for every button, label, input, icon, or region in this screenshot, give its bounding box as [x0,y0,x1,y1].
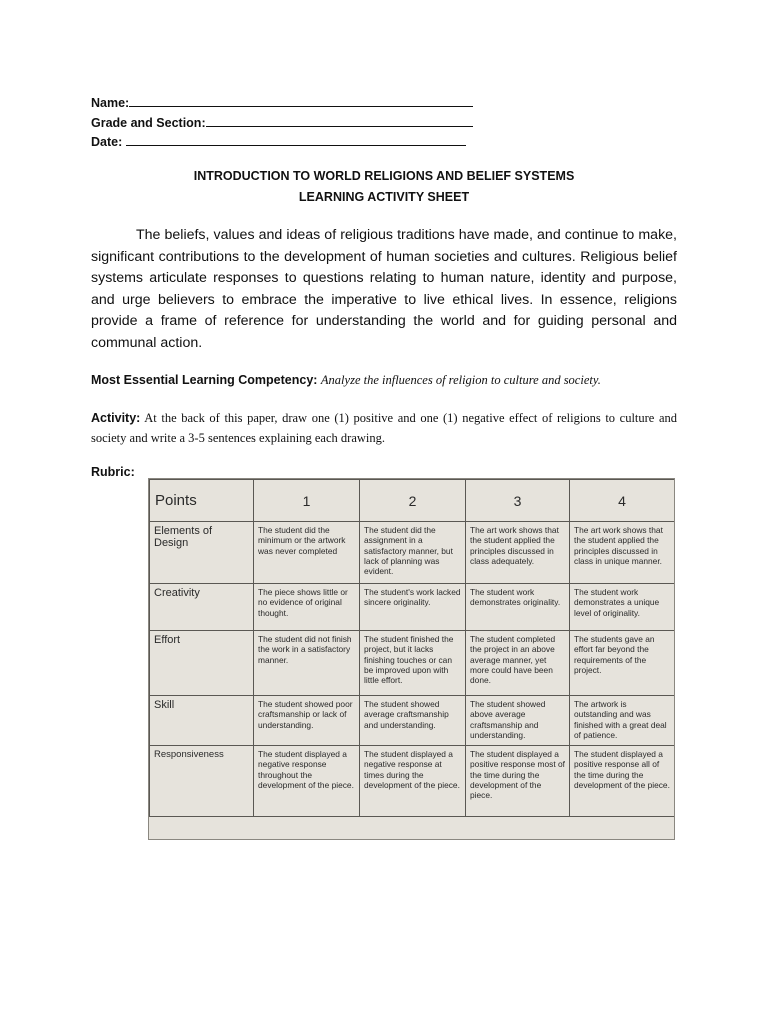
date-label: Date: [91,135,123,149]
name-blank-line[interactable] [129,95,473,107]
rubric-criterion: Elements of Design [150,522,254,584]
rubric-criterion: Creativity [150,584,254,631]
rubric-table-image [148,478,675,840]
rubric-header-score: 2 [360,480,466,522]
rubric-row [150,522,675,584]
rubric-cell: The student showed average craftsmanship and understanding. [360,696,466,746]
rubric-header-points: Points [150,480,254,522]
rubric-cell: The student showed above average craftsmanship and understanding. [466,696,570,746]
rubric-cell: The student displayed a negative response at times during the development of the piece. [360,746,466,817]
rubric-cell: The student did the assignment in a satisfactory manner, but lack of planning was evident. [360,522,466,584]
rubric-header-score: 4 [570,480,675,522]
competency-label: Most Essential Learning Competency [91,373,314,387]
rubric-cell: The student work demonstrates a unique level of originality. [570,584,675,631]
rubric-header-score: 1 [254,480,360,522]
rubric-cell: The student work demonstrates originality. [466,584,570,631]
competency-text: Analyze the influences of religion to culture and society. [320,373,601,387]
activity-label: Activity: [91,411,141,425]
rubric-table [149,479,675,817]
rubric-cell: The student displayed a negative response throughout the development of the piece. [254,746,360,817]
rubric-header-score: 3 [466,480,570,522]
rubric-cell: The student displayed a positive response all of the time during the development of the piece. [570,746,675,817]
name-field [91,95,473,110]
rubric-criterion: Responsiveness [150,746,254,817]
rubric-cell: The student did not finish the work in a satisfactory manner. [254,631,360,696]
rubric-cell: The student's work lacked sincere originality. [360,584,466,631]
rubric-row [150,696,675,746]
rubric-cell: The artwork is outstanding and was finished with a great deal of patience. [570,696,675,746]
rubric-cell: The art work shows that the student applied the principles discussed in class adequately. [466,522,570,584]
learning-competency: Most Essential Learning Competency: Analyze the influences of religion to culture and society. [91,373,601,387]
rubric-row [150,746,675,817]
grade-section-blank-line[interactable] [206,115,473,127]
activity-text: At the back of this paper, draw one (1) positive and one (1) negative effect of religions to culture and society and write a 3-5 sentences explaining each drawing. [91,411,678,445]
rubric-criterion: Skill [150,696,254,746]
rubric-cell: The piece shows little or no evidence of original thought. [254,584,360,631]
intro-paragraph: The beliefs, values and ideas of religious traditions have made, and continue to make, significant contributions to the development of human societies and cultures. Religious belief systems articulate responses to questions relating to human nature, identity and purpose, and urge believers to embrace the imperative to live ethical lives. In essence, religions provide a frame of reference for understanding the world and for guiding personal and communal action. [91,227,677,351]
rubric-cell: The student displayed a positive response most of the time during the development of the piece. [466,746,570,817]
document-subtitle: LEARNING ACTIVITY SHEET [298,190,470,204]
rubric-row [150,584,675,631]
rubric-header-row [150,480,675,522]
rubric-cell: The student completed the project in an above average manner, yet more could have been done. [466,631,570,696]
activity-instructions [91,408,677,448]
rubric-criterion: Effort [150,631,254,696]
rubric-cell: The student finished the project, but it lacks finishing touches or can be improved upon with little effort. [360,631,466,696]
date-field [91,134,466,149]
rubric-cell: The student did the minimum or the artwork was never completed [254,522,360,584]
grade-section-field [91,115,473,130]
rubric-cell: The student showed poor craftsmanship or lack of understanding. [254,696,360,746]
rubric-row [150,631,675,696]
rubric-cell: The art work shows that the student applied the principles discussed in class in unique manner. [570,522,675,584]
document-title: INTRODUCTION TO WORLD RELIGIONS AND BELIEF SYSTEMS [193,169,575,183]
rubric-label: Rubric: [91,465,135,479]
grade-section-label: Grade and Section: [91,116,206,130]
date-blank-line[interactable] [126,134,466,146]
name-label: Name: [91,96,130,110]
rubric-cell: The students gave an effort far beyond the requirements of the project. [570,631,675,696]
